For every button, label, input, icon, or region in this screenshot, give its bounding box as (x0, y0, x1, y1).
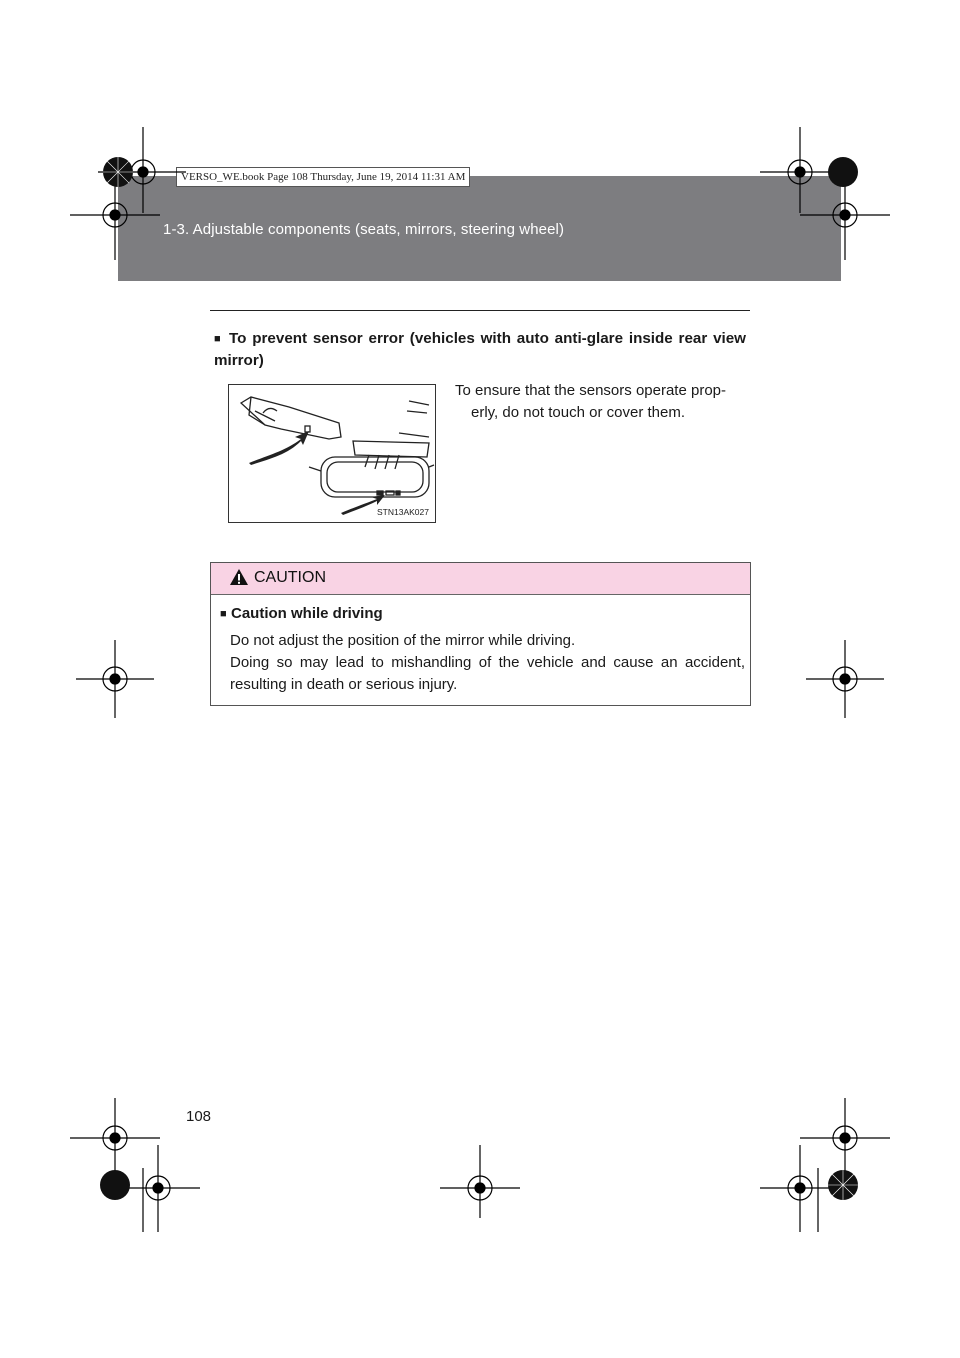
caution-subheading-text: Caution while driving (231, 605, 383, 622)
bullet-icon: ■ (220, 608, 227, 620)
description-line (455, 380, 747, 424)
caution-body (230, 630, 745, 696)
caution-header (211, 563, 750, 595)
header-band (118, 176, 841, 281)
section-heading (214, 328, 746, 372)
print-stamp: VERSO_WE.book Page 108 Thursday, June 19, 2014 11:31 AM (176, 167, 470, 187)
caution-body-line-1: Do not adjust the position of the mirror while driving. (230, 632, 576, 649)
crosshair-icon (70, 1098, 160, 1180)
crosshair-icon (76, 640, 154, 718)
section-rule (210, 310, 750, 311)
figure-code: STN13AK027 (377, 507, 429, 517)
crosshair-icon (440, 1145, 520, 1218)
rear-view-mirror-drawing (229, 385, 435, 522)
description-line-2: erly, do not touch or cover them. (471, 404, 685, 421)
crosshair-icon (800, 1098, 890, 1180)
section-title: 1-3. Adjustable components (seats, mirrors, steering wheel) (163, 221, 565, 238)
starburst-target-icon (100, 1170, 130, 1200)
bullet-icon: ■ (214, 333, 221, 345)
section-heading-text: To prevent sensor error (vehicles with auto anti-glare inside rear view mirror) (214, 330, 746, 369)
crosshair-icon (806, 640, 884, 718)
page-number: 108 (186, 1108, 212, 1125)
caution-box (210, 562, 751, 706)
crosshair-icon (115, 1145, 200, 1232)
warning-triangle-icon (229, 568, 249, 586)
caution-body-line-2: Doing so may lead to mishandling of the vehicle and cause an accident, resulting in death or serious injury. (230, 654, 745, 693)
sensor-description (455, 380, 747, 424)
mirror-illustration (228, 384, 436, 523)
caution-subheading (220, 605, 383, 622)
caution-title: CAUTION (254, 569, 326, 586)
description-line-1: To ensure that the sensors operate prop- (455, 382, 726, 399)
crosshair-icon (760, 1145, 843, 1232)
starburst-target-icon (828, 1170, 858, 1200)
